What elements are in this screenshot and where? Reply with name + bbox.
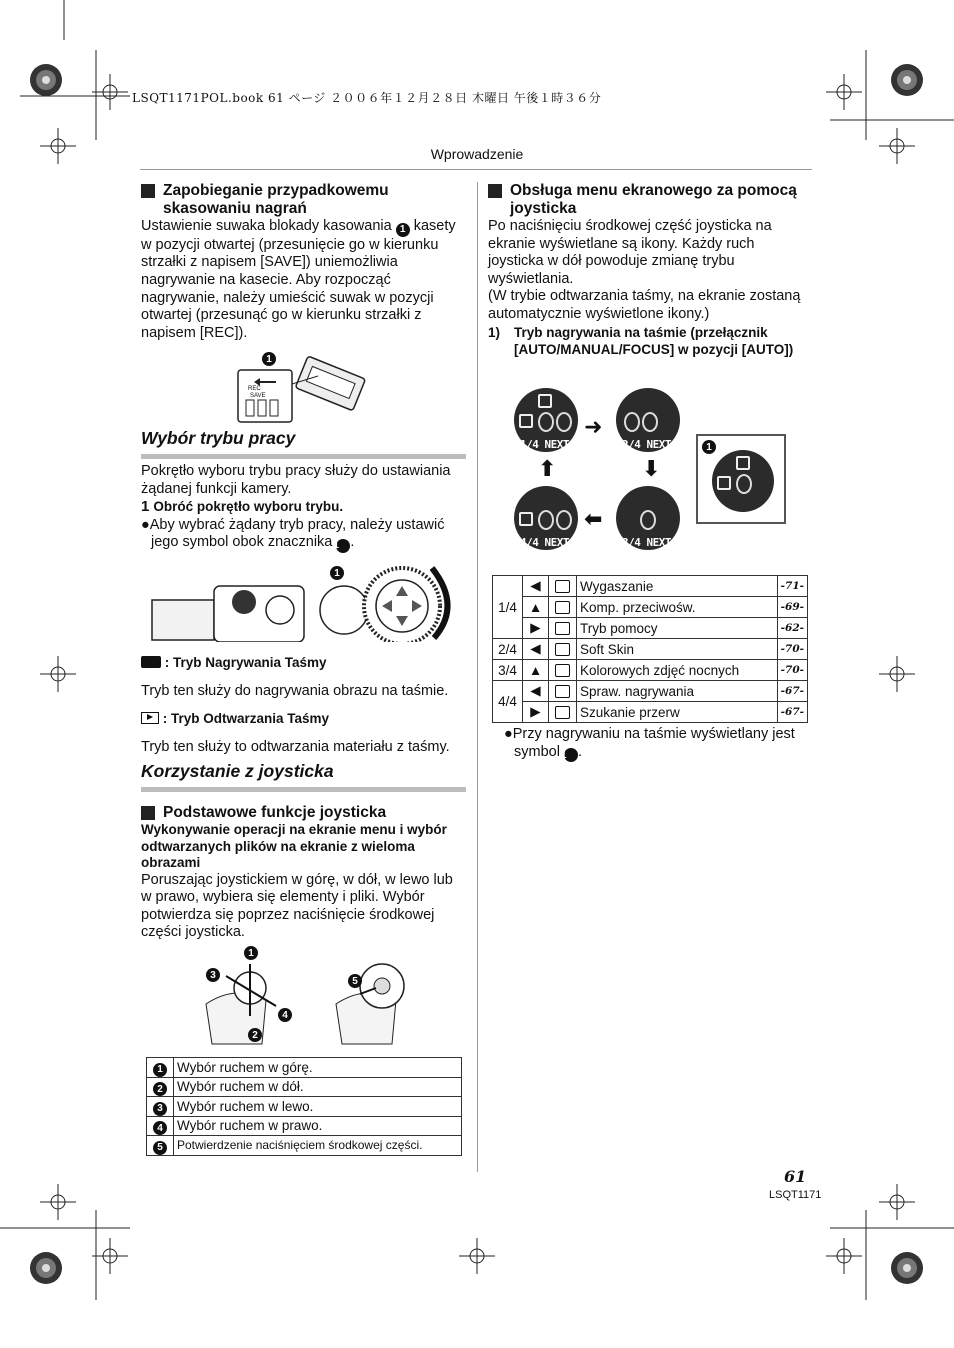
left-column (141, 182, 466, 342)
menu-table-row (493, 660, 808, 681)
save-label: SAVE (250, 393, 266, 399)
disc-4: 4/4 NEXT (514, 486, 578, 550)
fade-icon (555, 580, 570, 593)
menu-page: 3/4 (493, 660, 523, 681)
direction-icon: ▶ (523, 618, 549, 639)
menu-page: 1/4 (493, 576, 523, 639)
menu-body: Po naciśnięciu środkowej część joysticka na ekranie wyświetlane są ikony. Każdy ruch joysticka w dół powoduje zmianę trybu wyświetlania. (488, 218, 772, 287)
page-ref: -67- (777, 702, 807, 723)
row-number: 5 (153, 1141, 167, 1155)
right-column (488, 182, 810, 358)
blank-search-icon (555, 706, 570, 719)
joy-callout-2: 2 (248, 1028, 262, 1042)
direction-icon: ◀ (523, 681, 549, 702)
menu-list-item: 1) Tryb nagrywania na taśmie (przełącznik [AUTO/MANUAL/FOCUS] w pozycji [AUTO]) (488, 324, 794, 357)
disc-2: 2/4 NEXT (616, 388, 680, 452)
direction-icon: ▲ (523, 660, 549, 681)
play-mode-body: Tryb ten służy to odtwarzania materiału z taśmy. (141, 738, 450, 755)
camera-dial-figure (150, 558, 460, 642)
direction-icon: ▶ (523, 702, 549, 723)
cassette-callout: 1 (262, 352, 276, 366)
section-title: Wprowadzenie (430, 146, 524, 162)
arrow-left-icon: ⬅ (584, 506, 603, 531)
menu-page: 4/4 (493, 681, 523, 723)
joystick-table-row (147, 1136, 462, 1156)
prevent-body: Ustawienie suwaka blokady kasowania 1 kasety w pozycji otwartej (przesunięcie go w kierunku strzałki z napisem [SAVE]) uniemożliwia nagrywanie na kasecie. Aby rozpocząć nagrywanie, należy umieścić suwak w pozycji otwartej (przesunąć go w kierunku strzałki z napisem [REC]). (141, 218, 456, 341)
arrow-up-icon: ⬆ (538, 456, 557, 481)
doc-code: LSQT1171 (769, 1189, 822, 1201)
menu-page: 2/4 (493, 639, 523, 660)
joy-callout-3: 3 (206, 968, 220, 982)
row-text: Potwierdzenie naciśnięciem środkowej części. (174, 1136, 462, 1156)
page-ref: -70- (777, 639, 807, 660)
joystick-body: Poruszając joystickiem w górę, w dół, w lewo lub w prawo, wybiera się elementy i pliki. Wybór potwierdza się poprzez naciśnięcie środkowej części joysticka. (141, 871, 453, 941)
joystick-section (141, 761, 466, 942)
direction-icon: ◀ (523, 576, 549, 597)
menu-note: ●Przy nagrywaniu na taśmie wyświetlany jest symbol 1 . (504, 726, 795, 761)
joystick-table-row (147, 1058, 462, 1078)
menu-label: Komp. przeciwośw. (577, 597, 778, 618)
backlight-icon (555, 601, 570, 614)
menu-heading: Obsługa menu ekranowego za pomocą joysticka (488, 182, 810, 218)
mode-rule (141, 454, 466, 459)
joystick-figure (196, 944, 436, 1048)
joy-callout-5: 5 (348, 974, 362, 988)
mode-labels (141, 654, 466, 756)
menu-label: Soft Skin (577, 639, 778, 660)
menu-table (492, 575, 808, 723)
joystick-bold-intro: Wykonywanie operacji na ekranie menu i wybór odtwarzanych plików na ekranie z wieloma obrazami (141, 822, 447, 870)
row-text: Wybór ruchem w lewo. (174, 1097, 462, 1117)
rec-mode-body: Tryb ten służy do nagrywania obrazu na taśmie. (141, 682, 449, 699)
page-ref: -69- (777, 597, 807, 618)
page-ref: -71- (777, 576, 807, 597)
menu-label: Wygaszanie (577, 576, 778, 597)
recording-check-icon (555, 685, 570, 698)
cassette-figure (236, 352, 376, 424)
mode-body: Pokrętło wyboru trybu pracy służy do ustawiania żądanej funkcji kamery. (141, 463, 451, 497)
rec-mode-label: : Tryb Nagrywania Taśmy (141, 654, 466, 673)
menu-table-row (493, 639, 808, 660)
menu-label: Szukanie przerw (577, 702, 778, 723)
direction-icon: ▲ (523, 597, 549, 618)
row-number: 2 (153, 1082, 167, 1096)
callout-box: 1 (696, 434, 786, 524)
disc-3: 3/4 NEXT (616, 486, 680, 550)
play-icon (141, 712, 159, 724)
joy-callout-1: 1 (244, 946, 258, 960)
menu-label: Kolorowych zdjęć nocnych (577, 660, 778, 681)
row-text: Wybór ruchem w dół. (174, 1077, 462, 1097)
page-number: 61 (784, 1167, 807, 1186)
column-divider (477, 182, 478, 1172)
menu-label: Tryb pomocy (577, 618, 778, 639)
page-ref: -67- (777, 681, 807, 702)
soft-skin-icon (555, 643, 570, 656)
menu-table-row (493, 681, 808, 702)
camera-icon (141, 656, 161, 668)
page-ref: -70- (777, 660, 807, 681)
arrow-right-icon: ➜ (584, 414, 603, 439)
page-ref: -62- (777, 618, 807, 639)
joystick-table-row (147, 1097, 462, 1117)
joystick-table-row (147, 1077, 462, 1097)
dial-callout: 1 (330, 566, 344, 580)
menu-table-row (493, 702, 808, 723)
marker-1: 1 (396, 223, 410, 237)
menu-label: Spraw. nagrywania (577, 681, 778, 702)
prevent-heading: Zapobieganie przypadkowemu skasowaniu nagrań (141, 182, 466, 218)
disc-1: 1/4 NEXT (514, 388, 578, 452)
joystick-heading: Korzystanie z joysticka (141, 761, 334, 781)
direction-icon: ◀ (523, 639, 549, 660)
icon-disc-diagram (512, 388, 792, 558)
header-rule (140, 169, 812, 170)
mode-bullet: ●Aby wybrać żądany tryb pracy, należy ustawić jego symbol obok znacznika 1 . (141, 516, 445, 552)
row-number: 3 (153, 1102, 167, 1116)
joystick-table-row (147, 1116, 462, 1136)
menu-body-2: (W trybie odtwarzania taśmy, na ekranie zostaną automatycznie wyświetlone ikony.) (488, 288, 801, 322)
play-mode-label: : Tryb Odtwarzania Taśmy (141, 710, 466, 729)
mode-section (141, 428, 466, 553)
rec-label: REC (248, 386, 261, 392)
row-text: Wybór ruchem w prawo. (174, 1116, 462, 1136)
help-icon (555, 622, 570, 635)
mode-heading: Wybór trybu pracy (141, 428, 296, 448)
menu-table-row (493, 576, 808, 597)
joy-callout-4: 4 (278, 1008, 292, 1022)
file-meta: LSQT1171POL.book 61 ページ ２００６年１２月２８日 木曜日 午後１時３６分 (132, 91, 602, 105)
joystick-subheading: Podstawowe funkcje joysticka (141, 804, 466, 822)
row-text: Wybór ruchem w górę. (174, 1058, 462, 1078)
joystick-table (146, 1057, 462, 1156)
night-color-icon (555, 664, 570, 677)
menu-table-row (493, 618, 808, 639)
row-number: 4 (153, 1121, 167, 1135)
mode-step: 1 Obróć pokrętło wyboru trybu. (141, 498, 344, 516)
row-number: 1 (153, 1063, 167, 1077)
menu-table-row (493, 597, 808, 618)
joystick-rule (141, 787, 466, 792)
arrow-down-icon: ⬇ (642, 456, 661, 481)
